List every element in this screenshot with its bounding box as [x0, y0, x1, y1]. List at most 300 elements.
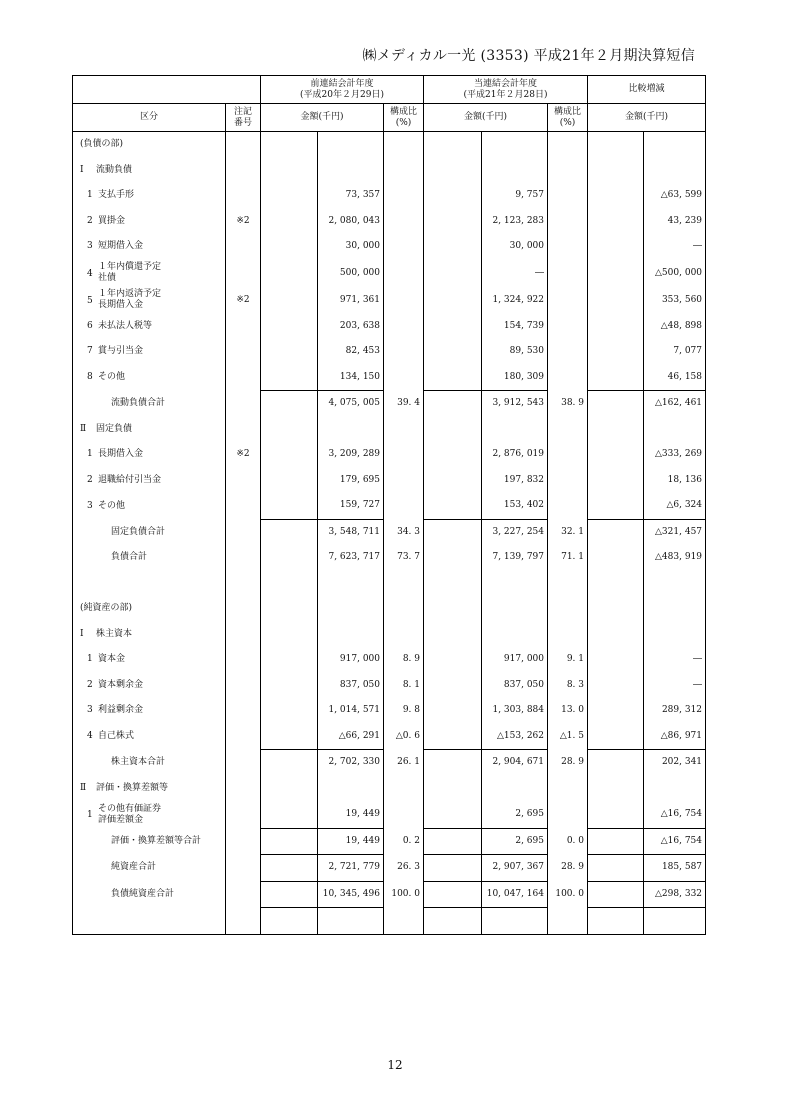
- page-number: 12: [387, 1058, 403, 1072]
- diff-amount-cell: ―: [644, 647, 706, 673]
- current-amount-cell: 9, 757: [482, 183, 548, 209]
- row-label-cell: [73, 314, 226, 340]
- prior-amount-cell: 134, 150: [318, 365, 384, 391]
- diff-spacer-cell: [588, 391, 644, 417]
- table-row: [73, 339, 706, 365]
- current-spacer-cell: [424, 724, 482, 750]
- current-amount-cell: 2, 904, 671: [482, 750, 548, 776]
- prior-amount-cell: [318, 417, 384, 443]
- row-label-cell: [73, 287, 226, 314]
- table-row: [73, 209, 706, 235]
- diff-amount-cell: 43, 239: [644, 209, 706, 235]
- table-row: [73, 132, 706, 158]
- current-ratio-cell: [548, 260, 588, 287]
- prior-spacer-cell: [261, 724, 318, 750]
- prior-spacer-cell: [261, 855, 318, 882]
- diff-spacer-cell: [588, 519, 644, 545]
- row-label-cell: [73, 365, 226, 391]
- item-number: 4: [87, 268, 93, 279]
- diff-amount-cell: 185, 587: [644, 855, 706, 882]
- item-label-line1: １年内償還予定: [98, 262, 162, 272]
- current-ratio-cell: [548, 314, 588, 340]
- current-spacer-cell: [424, 365, 482, 391]
- prior-spacer-cell: [261, 698, 318, 724]
- row-label-cell: [73, 234, 226, 260]
- current-amount-cell: 3, 912, 543: [482, 391, 548, 417]
- prior-spacer-cell: [261, 519, 318, 545]
- diff-amount-cell: [644, 622, 706, 648]
- diff-spacer-cell: [588, 855, 644, 882]
- item-label: その他: [98, 500, 126, 511]
- note-number-cell: [226, 698, 261, 724]
- header-row-columns: [73, 104, 706, 132]
- item-label: 負債純資産合計: [111, 888, 175, 899]
- header-current-ratio: 構成比 (%): [548, 104, 588, 132]
- prior-spacer-cell: [261, 801, 318, 828]
- diff-spacer-cell: [588, 673, 644, 699]
- current-spacer-cell: [424, 596, 482, 622]
- row-label-cell: [73, 750, 226, 776]
- item-number: 3: [87, 705, 93, 716]
- current-ratio-cell: 32. 1: [548, 519, 588, 545]
- current-amount-cell: 917, 000: [482, 647, 548, 673]
- note-number-cell: [226, 855, 261, 882]
- diff-spacer-cell: [588, 908, 644, 935]
- current-ratio-cell: [548, 287, 588, 314]
- current-spacer-cell: [424, 158, 482, 184]
- table-row: [73, 468, 706, 494]
- diff-amount-cell: △162, 461: [644, 391, 706, 417]
- note-number-cell: ※2: [226, 442, 261, 468]
- item-label: 買掛金: [98, 215, 126, 226]
- item-label: 流動負債合計: [111, 398, 166, 408]
- item-number: 1: [87, 190, 93, 201]
- row-label-cell: [73, 132, 226, 158]
- current-amount-cell: 180, 309: [482, 365, 548, 391]
- header-comparison: 比較増減: [588, 76, 706, 104]
- current-spacer-cell: [424, 209, 482, 235]
- prior-spacer-cell: [261, 673, 318, 699]
- table-row: [73, 158, 706, 184]
- item-label-line2: 評価差額金: [98, 814, 144, 825]
- prior-amount-cell: [318, 776, 384, 802]
- table-row: [73, 417, 706, 443]
- item-label: 固定負債: [96, 423, 133, 434]
- table-row: [73, 855, 706, 882]
- current-amount-cell: 153, 402: [482, 493, 548, 519]
- prior-spacer-cell: [261, 908, 318, 935]
- prior-ratio-cell: [384, 209, 424, 235]
- prior-spacer-cell: [261, 183, 318, 209]
- item-number: 4: [87, 731, 93, 741]
- current-ratio-cell: [548, 132, 588, 158]
- diff-spacer-cell: [588, 647, 644, 673]
- diff-amount-cell: 202, 341: [644, 750, 706, 776]
- prior-ratio-cell: [384, 260, 424, 287]
- current-spacer-cell: [424, 881, 482, 908]
- prior-ratio-cell: [384, 908, 424, 935]
- prior-spacer-cell: [261, 132, 318, 158]
- note-number-cell: [226, 801, 261, 828]
- table-row: [73, 571, 706, 597]
- current-ratio-cell: 28. 9: [548, 855, 588, 882]
- prior-ratio-cell: 73. 7: [384, 545, 424, 571]
- diff-amount-cell: ―: [644, 234, 706, 260]
- item-label: [98, 289, 161, 311]
- current-spacer-cell: [424, 828, 482, 855]
- prior-amount-cell: [318, 596, 384, 622]
- current-spacer-cell: [424, 545, 482, 571]
- current-spacer-cell: [424, 622, 482, 648]
- diff-amount-cell: △48, 898: [644, 314, 706, 340]
- diff-amount-cell: [644, 571, 706, 597]
- current-ratio-cell: 38. 9: [548, 391, 588, 417]
- item-label: 退職給付引当金: [98, 474, 162, 485]
- current-spacer-cell: [424, 442, 482, 468]
- prior-ratio-cell: 9. 8: [384, 698, 424, 724]
- row-label-cell: [73, 801, 226, 828]
- row-label-cell: [73, 493, 226, 519]
- current-amount-cell: 154, 739: [482, 314, 548, 340]
- prior-amount-cell: [318, 132, 384, 158]
- header-current-year: 当連結会計年度 (平成21年２月28日): [424, 76, 588, 104]
- row-label-cell: [73, 622, 226, 648]
- note-number-cell: [226, 493, 261, 519]
- current-spacer-cell: [424, 132, 482, 158]
- note-number-cell: [226, 828, 261, 855]
- current-ratio-cell: [548, 417, 588, 443]
- prior-spacer-cell: [261, 314, 318, 340]
- prior-amount-cell: [318, 622, 384, 648]
- note-number-cell: [226, 571, 261, 597]
- prior-spacer-cell: [261, 158, 318, 184]
- table-row: [73, 260, 706, 287]
- item-number: 3: [87, 241, 93, 252]
- item-label: その他: [98, 372, 126, 382]
- diff-amount-cell: △6, 324: [644, 493, 706, 519]
- diff-spacer-cell: [588, 750, 644, 776]
- table-row: [73, 801, 706, 828]
- current-amount-cell: ―: [482, 260, 548, 287]
- current-spacer-cell: [424, 908, 482, 935]
- prior-amount-cell: 917, 000: [318, 647, 384, 673]
- header-diff-amount: 金額(千円): [588, 104, 706, 132]
- table-row: [73, 314, 706, 340]
- table-row: [73, 724, 706, 750]
- prior-ratio-cell: [384, 468, 424, 494]
- item-number: 8: [87, 372, 93, 382]
- current-ratio-cell: [548, 493, 588, 519]
- current-spacer-cell: [424, 698, 482, 724]
- table-row: [73, 493, 706, 519]
- item-label: 株主資本合計: [111, 757, 166, 767]
- prior-amount-cell: 30, 000: [318, 234, 384, 260]
- prior-ratio-cell: [384, 442, 424, 468]
- prior-ratio-cell: [384, 158, 424, 184]
- prior-amount-cell: 19, 449: [318, 801, 384, 828]
- roman-numeral: Ⅰ: [80, 164, 84, 175]
- current-spacer-cell: [424, 234, 482, 260]
- note-number-cell: [226, 647, 261, 673]
- table-row: [73, 622, 706, 648]
- prior-spacer-cell: [261, 442, 318, 468]
- prior-spacer-cell: [261, 365, 318, 391]
- diff-amount-cell: [644, 158, 706, 184]
- row-label-cell: [73, 673, 226, 699]
- diff-spacer-cell: [588, 314, 644, 340]
- prior-spacer-cell: [261, 234, 318, 260]
- item-number: 1: [87, 654, 93, 665]
- prior-amount-cell: △66, 291: [318, 724, 384, 750]
- prior-ratio-cell: 8. 1: [384, 673, 424, 699]
- row-label-cell: [73, 855, 226, 882]
- note-number-cell: [226, 158, 261, 184]
- prior-spacer-cell: [261, 545, 318, 571]
- current-ratio-cell: 100. 0: [548, 881, 588, 908]
- note-number-cell: [226, 417, 261, 443]
- note-number-cell: ※2: [226, 209, 261, 235]
- current-spacer-cell: [424, 750, 482, 776]
- note-number-cell: [226, 750, 261, 776]
- table-row: [73, 519, 706, 545]
- row-label-cell: [73, 908, 226, 935]
- note-number-cell: [226, 234, 261, 260]
- diff-amount-cell: [644, 908, 706, 935]
- note-number-cell: [226, 519, 261, 545]
- current-amount-cell: [482, 158, 548, 184]
- header-kubun: 区分: [73, 104, 226, 132]
- current-ratio-cell: △1. 5: [548, 724, 588, 750]
- diff-spacer-cell: [588, 417, 644, 443]
- row-label-cell: [73, 260, 226, 287]
- current-amount-cell: [482, 571, 548, 597]
- diff-amount-cell: △16, 754: [644, 801, 706, 828]
- prior-amount-cell: 971, 361: [318, 287, 384, 314]
- prior-ratio-cell: [384, 234, 424, 260]
- prior-ratio-cell: [384, 801, 424, 828]
- current-amount-cell: △153, 262: [482, 724, 548, 750]
- table-row: [73, 647, 706, 673]
- row-label-cell: [73, 417, 226, 443]
- item-label: 未払法人税等: [98, 320, 153, 331]
- header-row-groups: [73, 76, 706, 104]
- balance-sheet-table: [72, 75, 706, 935]
- diff-amount-cell: △63, 599: [644, 183, 706, 209]
- current-spacer-cell: [424, 776, 482, 802]
- current-ratio-cell: [548, 158, 588, 184]
- prior-ratio-cell: △0. 6: [384, 724, 424, 750]
- note-number-cell: ※2: [226, 287, 261, 314]
- note-number-cell: [226, 391, 261, 417]
- prior-ratio-cell: [384, 493, 424, 519]
- prior-ratio-cell: [384, 571, 424, 597]
- current-ratio-cell: [548, 596, 588, 622]
- current-ratio-cell: [548, 234, 588, 260]
- note-number-cell: [226, 260, 261, 287]
- diff-amount-cell: △500, 000: [644, 260, 706, 287]
- diff-spacer-cell: [588, 571, 644, 597]
- diff-spacer-cell: [588, 365, 644, 391]
- prior-spacer-cell: [261, 828, 318, 855]
- prior-amount-cell: 4, 075, 005: [318, 391, 384, 417]
- item-label: 賞与引当金: [98, 346, 144, 357]
- note-number-cell: [226, 545, 261, 571]
- prior-ratio-cell: [384, 596, 424, 622]
- current-ratio-cell: [548, 442, 588, 468]
- current-spacer-cell: [424, 314, 482, 340]
- diff-amount-cell: [644, 132, 706, 158]
- table-row: [73, 365, 706, 391]
- diff-spacer-cell: [588, 132, 644, 158]
- prior-ratio-cell: 8. 9: [384, 647, 424, 673]
- diff-amount-cell: 18, 136: [644, 468, 706, 494]
- note-number-cell: [226, 673, 261, 699]
- row-label-cell: [73, 158, 226, 184]
- diff-amount-cell: △16, 754: [644, 828, 706, 855]
- roman-numeral: Ⅱ: [80, 782, 87, 793]
- row-label-cell: [73, 209, 226, 235]
- header-prior-amount: 金額(千円): [261, 104, 384, 132]
- current-ratio-cell: [548, 468, 588, 494]
- current-amount-cell: 2, 907, 367: [482, 855, 548, 882]
- note-number-cell: [226, 881, 261, 908]
- prior-amount-cell: 159, 727: [318, 493, 384, 519]
- prior-amount-cell: 1, 014, 571: [318, 698, 384, 724]
- diff-spacer-cell: [588, 801, 644, 828]
- current-ratio-cell: 0. 0: [548, 828, 588, 855]
- item-number: 7: [87, 346, 93, 357]
- item-label-line1: その他有価証券: [98, 803, 162, 814]
- diff-spacer-cell: [588, 442, 644, 468]
- table-row: [73, 776, 706, 802]
- item-number: 2: [87, 474, 93, 485]
- note-number-cell: [226, 622, 261, 648]
- item-label-line1: １年内返済予定: [98, 289, 162, 299]
- current-amount-cell: 7, 139, 797: [482, 545, 548, 571]
- table-row: [73, 391, 706, 417]
- diff-spacer-cell: [588, 209, 644, 235]
- current-spacer-cell: [424, 493, 482, 519]
- item-number: 5: [87, 295, 93, 306]
- item-number: 2: [87, 679, 93, 690]
- diff-amount-cell: △86, 971: [644, 724, 706, 750]
- table-row: [73, 881, 706, 908]
- diff-spacer-cell: [588, 698, 644, 724]
- diff-spacer-cell: [588, 158, 644, 184]
- current-amount-cell: 837, 050: [482, 673, 548, 699]
- item-label: 資本金: [98, 654, 126, 665]
- row-label-cell: [73, 698, 226, 724]
- prior-amount-cell: 10, 345, 496: [318, 881, 384, 908]
- diff-amount-cell: △483, 919: [644, 545, 706, 571]
- current-spacer-cell: [424, 417, 482, 443]
- prior-spacer-cell: [261, 339, 318, 365]
- item-number: 2: [87, 215, 93, 226]
- table-row: [73, 234, 706, 260]
- item-label: 資本剰余金: [98, 679, 144, 690]
- current-spacer-cell: [424, 571, 482, 597]
- note-number-cell: [226, 132, 261, 158]
- current-ratio-cell: 71. 1: [548, 545, 588, 571]
- current-spacer-cell: [424, 339, 482, 365]
- current-ratio-cell: [548, 908, 588, 935]
- note-number-cell: [226, 183, 261, 209]
- prior-spacer-cell: [261, 417, 318, 443]
- note-number-cell: [226, 314, 261, 340]
- table-row: [73, 673, 706, 699]
- current-amount-cell: 2, 695: [482, 801, 548, 828]
- diff-spacer-cell: [588, 881, 644, 908]
- table-row: [73, 908, 706, 935]
- row-label-cell: [73, 571, 226, 597]
- current-amount-cell: [482, 417, 548, 443]
- current-spacer-cell: [424, 260, 482, 287]
- item-label-line2: 長期借入金: [98, 300, 144, 310]
- current-amount-cell: [482, 132, 548, 158]
- table-row: [73, 750, 706, 776]
- diff-amount-cell: 46, 158: [644, 365, 706, 391]
- current-amount-cell: 1, 324, 922: [482, 287, 548, 314]
- row-label-cell: [73, 442, 226, 468]
- diff-amount-cell: ―: [644, 673, 706, 699]
- current-ratio-cell: [548, 801, 588, 828]
- prior-ratio-cell: [384, 183, 424, 209]
- current-amount-cell: 1, 303, 884: [482, 698, 548, 724]
- current-spacer-cell: [424, 391, 482, 417]
- prior-amount-cell: 7, 623, 717: [318, 545, 384, 571]
- item-label: 株主資本: [96, 628, 133, 639]
- diff-amount-cell: [644, 596, 706, 622]
- current-amount-cell: 197, 832: [482, 468, 548, 494]
- diff-spacer-cell: [588, 183, 644, 209]
- current-ratio-cell: [548, 209, 588, 235]
- current-ratio-cell: 13. 0: [548, 698, 588, 724]
- header-prior-year: 前連結会計年度 (平成20年２月29日): [261, 76, 424, 104]
- current-amount-cell: [482, 596, 548, 622]
- prior-spacer-cell: [261, 571, 318, 597]
- prior-spacer-cell: [261, 750, 318, 776]
- current-spacer-cell: [424, 287, 482, 314]
- diff-spacer-cell: [588, 724, 644, 750]
- item-number: 6: [87, 320, 93, 331]
- prior-amount-cell: 82, 453: [318, 339, 384, 365]
- row-label-cell: [73, 596, 226, 622]
- current-amount-cell: [482, 622, 548, 648]
- current-spacer-cell: [424, 855, 482, 882]
- item-label: 流動負債: [96, 164, 133, 175]
- item-label: (負債の部): [80, 139, 124, 150]
- current-ratio-cell: 8. 3: [548, 673, 588, 699]
- current-spacer-cell: [424, 183, 482, 209]
- current-amount-cell: 2, 123, 283: [482, 209, 548, 235]
- diff-spacer-cell: [588, 545, 644, 571]
- table-body: [73, 132, 706, 935]
- prior-ratio-cell: 26. 3: [384, 855, 424, 882]
- row-label-cell: [73, 881, 226, 908]
- diff-amount-cell: [644, 776, 706, 802]
- header-prior-ratio: 構成比 (%): [384, 104, 424, 132]
- prior-amount-cell: 2, 721, 779: [318, 855, 384, 882]
- prior-amount-cell: 3, 209, 289: [318, 442, 384, 468]
- table-row: [73, 596, 706, 622]
- row-label-cell: [73, 545, 226, 571]
- prior-ratio-cell: [384, 622, 424, 648]
- prior-ratio-cell: [384, 287, 424, 314]
- table-row: [73, 545, 706, 571]
- prior-ratio-cell: [384, 776, 424, 802]
- prior-spacer-cell: [261, 596, 318, 622]
- row-label-cell: [73, 519, 226, 545]
